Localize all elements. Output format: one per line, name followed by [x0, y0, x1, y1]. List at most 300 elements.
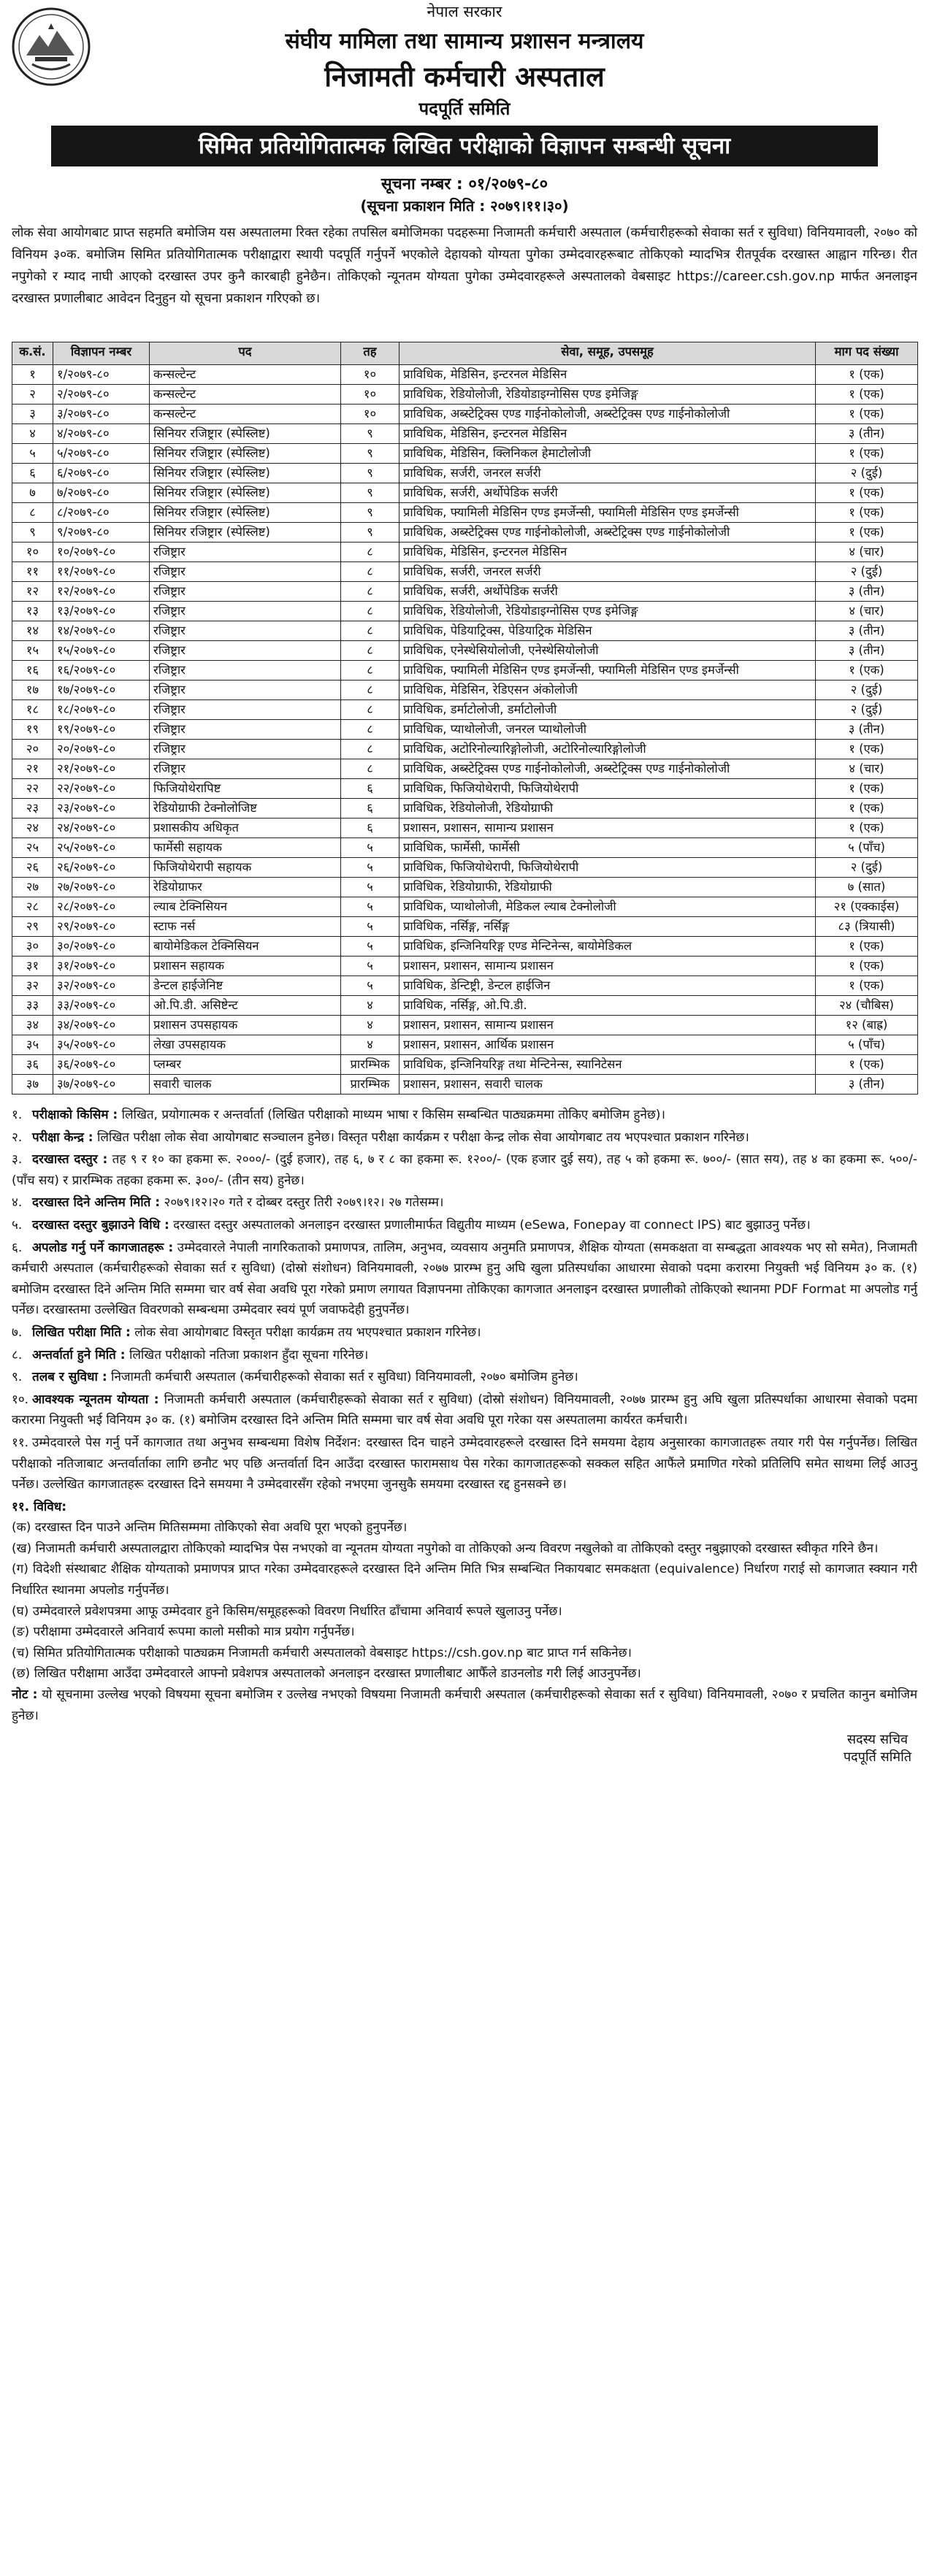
term-label: दरखास्त दिने अन्तिम मिति : — [32, 1195, 161, 1211]
table-cell: ३६/२०७९-८० — [53, 1055, 150, 1075]
table-cell: ८ — [341, 661, 399, 681]
table-cell: २५/२०७९-८० — [53, 838, 150, 858]
table-cell: ८ — [341, 700, 399, 720]
table-cell: प्राविधिक, मेडिसिन, रेडिएसन अंकोलोजी — [399, 681, 816, 700]
table-cell: १३/२०७९-८० — [53, 602, 150, 621]
table-header-row — [12, 342, 918, 365]
table-row — [12, 1035, 918, 1055]
table-row — [12, 562, 918, 582]
table-cell: प्रारम्भिक — [341, 1055, 399, 1075]
table-cell: प्राविधिक, इन्जिनियरिङ्ग एण्ड मेन्टिनेन्स, बायोमेडिकल — [399, 937, 816, 957]
table-cell: १ (एक) — [816, 405, 918, 424]
table-cell: २९ — [12, 917, 53, 937]
table-cell: ८ — [341, 720, 399, 740]
table-cell: प्राविधिक, मेडिसिन, इन्टरनल मेडिसिन — [399, 365, 816, 385]
term-text: निजामती कर्मचारी अस्पताल (कर्मचारीहरूको सेवाका सर्त र सुविधा) (दोस्रो संशोधन) विनियमावली, २०७७ प्रारम्भ हुनु अघि खुला प्रतिस्पर्धाका आधारमा सेवाको पदमा करारमा नियुक्ती भई विनियम ३० क. (१) बमोजिम दरखास्त दिने अन्तिम मिति सम्ममा चार वर्ष सेवा अवधि पूरा गरेका यस अस्पतालमा कार्यरत कर्मचारी। — [12, 1392, 917, 1428]
table-cell: १ (एक) — [816, 523, 918, 543]
table-row — [12, 838, 918, 858]
table-cell: ३ (तीन) — [816, 1075, 918, 1095]
table-row — [12, 720, 918, 740]
misc-item: (ङ) परीक्षामा उम्मेदवारले अनिवार्य रूपमा कालो मसीको मात्र प्रयोग गर्नुपर्नेछ। — [12, 1625, 355, 1640]
table-row — [12, 424, 918, 444]
term-item — [12, 1127, 917, 1149]
table-cell: २४ — [12, 819, 53, 838]
table-cell: १८/२०७९-८० — [53, 700, 150, 720]
table-cell: प्राविधिक, पेडियाट्रिक्स, पेडियाट्रिक मेडिसिन — [399, 621, 816, 641]
table-cell: ३२ — [12, 976, 53, 996]
table-cell: प्राविधिक, मेडिसिन, क्लिनिकल हेमाटोलोजी — [399, 444, 816, 464]
table-cell: प्राविधिक, रेडियोलोजी, रेडियोडाइग्नोसिस एण्ड इमेजिङ्ग — [399, 602, 816, 621]
term-item — [12, 1322, 917, 1343]
signature-org: पदपूर्ति समिति — [843, 1749, 911, 1765]
table-cell: ५/२०७९-८० — [53, 444, 150, 464]
table-cell: सवारी चालक — [150, 1075, 341, 1095]
table-cell: ४ (चार) — [816, 543, 918, 562]
table-cell: १ (एक) — [816, 819, 918, 838]
column-header: माग पद संख्या — [816, 342, 918, 365]
table-row — [12, 700, 918, 720]
table-row — [12, 483, 918, 503]
table-cell: ९ — [341, 523, 399, 543]
table-cell: ९ — [341, 424, 399, 444]
table-cell: ३/२०७९-८० — [53, 405, 150, 424]
table-row — [12, 602, 918, 621]
term-label: परीक्षा केन्द्र : — [32, 1130, 93, 1145]
table-cell: ३४ — [12, 1016, 53, 1035]
table-cell: ८ — [341, 641, 399, 661]
table-cell: प्लम्बर — [150, 1055, 341, 1075]
notice-banner: सिमित प्रतियोगितात्मक लिखित परीक्षाको विज्ञापन सम्बन्धी सूचना — [51, 126, 878, 166]
table-cell: १ (एक) — [816, 483, 918, 503]
table-cell: रजिष्ट्रार — [150, 562, 341, 582]
table-cell: रजिष्ट्रार — [150, 661, 341, 681]
table-row — [12, 444, 918, 464]
table-cell: सिनियर रजिष्ट्रार (स्पेस्लिष्ट) — [150, 424, 341, 444]
table-cell: १ (एक) — [816, 976, 918, 996]
table-row — [12, 937, 918, 957]
table-cell: प्राविधिक, मेडिसिन, इन्टरनल मेडिसिन — [399, 543, 816, 562]
table-cell: १ — [12, 365, 53, 385]
table-cell: प्राविधिक, अब्स्टेट्रिक्स एण्ड गाईनोकोलोजी, अब्स्टेट्रिक्स एण्ड गाईनोकोलोजी — [399, 759, 816, 779]
table-cell: २० — [12, 740, 53, 759]
table-cell: १६/२०७९-८० — [53, 661, 150, 681]
terms-section — [12, 1105, 917, 1726]
table-cell: प्राविधिक, प्याथोलोजी, जनरल प्याथोलोजी — [399, 720, 816, 740]
table-cell: ५ (पाँच) — [816, 838, 918, 858]
table-row — [12, 503, 918, 523]
table-row — [12, 957, 918, 976]
table-cell: ३२/२०७९-८० — [53, 976, 150, 996]
term-number: ७. — [12, 1325, 23, 1340]
table-cell: १ (एक) — [816, 385, 918, 405]
table-cell: प्राविधिक, फिजियोथेरापी, फिजियोथेरापी — [399, 858, 816, 878]
gov-label: नेपाल सरकार — [427, 3, 502, 20]
table-cell: १ (एक) — [816, 779, 918, 799]
table-cell: २ (दुई) — [816, 681, 918, 700]
table-cell: १ (एक) — [816, 1055, 918, 1075]
table-cell: ८ — [341, 621, 399, 641]
table-cell: रेडियोग्राफी टेक्नोलोजिष्ट — [150, 799, 341, 819]
table-cell: ९ — [341, 444, 399, 464]
table-cell: ८ — [341, 740, 399, 759]
table-cell: ९ — [341, 503, 399, 523]
table-cell: १० — [341, 385, 399, 405]
table-cell: २ (दुई) — [816, 700, 918, 720]
table-row — [12, 858, 918, 878]
table-cell: स्टाफ नर्स — [150, 917, 341, 937]
table-row — [12, 1016, 918, 1035]
table-cell: प्राविधिक, डेन्टिष्ट्री, डेन्टल हाईजिन — [399, 976, 816, 996]
table-cell: ९ — [341, 483, 399, 503]
table-row — [12, 759, 918, 779]
term-number: १०. — [12, 1392, 29, 1407]
term-label: दरखास्त दस्तुर बुझाउने विधि : — [32, 1217, 169, 1233]
table-cell: २८ — [12, 897, 53, 917]
table-cell: १ (एक) — [816, 740, 918, 759]
term-number: ११. — [12, 1435, 29, 1450]
table-cell: ८/२०७९-८० — [53, 503, 150, 523]
table-cell: १२ (बाह्र) — [816, 1016, 918, 1035]
table-cell: प्राविधिक, अब्स्टेट्रिक्स एण्ड गाईनोकोलोजी, अब्स्टेट्रिक्स एण्ड गाईनोकोलोजी — [399, 523, 816, 543]
term-label: परीक्षाको किसिम : — [32, 1108, 118, 1122]
vacancy-table — [12, 342, 918, 1095]
table-cell: ५ — [341, 838, 399, 858]
term-item — [12, 1345, 917, 1366]
table-cell: कन्सल्टेन्ट — [150, 385, 341, 405]
table-cell: २ (दुई) — [816, 562, 918, 582]
table-cell: ३ (तीन) — [816, 720, 918, 740]
table-cell: २ — [12, 385, 53, 405]
term-number: ३. — [12, 1152, 23, 1168]
table-cell: ९/२०७९-८० — [53, 523, 150, 543]
table-cell: ३ (तीन) — [816, 582, 918, 602]
table-cell: १०/२०७९-८० — [53, 543, 150, 562]
table-cell: ५ — [341, 858, 399, 878]
table-cell: प्राविधिक, एनेस्थेसियोलोजी, एनेस्थेसियोलोजी — [399, 641, 816, 661]
term-label: तलब र सुविधा : — [32, 1370, 107, 1385]
table-cell: ९ — [341, 464, 399, 483]
table-cell: प्रशासन, प्रशासन, सामान्य प्रशासन — [399, 957, 816, 976]
table-row — [12, 878, 918, 897]
table-cell: रजिष्ट्रार — [150, 621, 341, 641]
table-cell: १२ — [12, 582, 53, 602]
table-row — [12, 365, 918, 385]
table-cell: सिनियर रजिष्ट्रार (स्पेस्लिष्ट) — [150, 483, 341, 503]
term-item — [12, 1149, 917, 1191]
hospital-title: निजामती कर्मचारी अस्पताल — [324, 60, 605, 93]
signature-block — [844, 1730, 911, 1766]
table-cell: ३१ — [12, 957, 53, 976]
table-cell: लेखा उपसहायक — [150, 1035, 341, 1055]
table-cell: १० — [341, 365, 399, 385]
table-cell: २३/२०७९-८० — [53, 799, 150, 819]
table-row — [12, 779, 918, 799]
table-cell: बायोमेडिकल टेक्निसियन — [150, 937, 341, 957]
column-header: क.सं. — [12, 342, 53, 365]
table-cell: प्रशासन, प्रशासन, सवारी चालक — [399, 1075, 816, 1095]
table-cell: प्रशासन सहायक — [150, 957, 341, 976]
table-cell: ६ — [341, 779, 399, 799]
term-number: १. — [12, 1108, 23, 1122]
table-cell: ५ — [341, 897, 399, 917]
table-cell: प्राविधिक, डर्माटोलोजी, डर्माटोलोजी — [399, 700, 816, 720]
term-text: लिखित, प्रयोगात्मक र अन्तर्वार्ता (लिखित परीक्षाको माध्यम भाषा र किसिम सम्बन्धित पाठ्यक्रममा तोकिए बमोजिम हुनेछ)। — [118, 1108, 665, 1122]
table-cell: प्रशासन, प्रशासन, आर्थिक प्रशासन — [399, 1035, 816, 1055]
table-row — [12, 641, 918, 661]
table-cell: रजिष्ट्रार — [150, 700, 341, 720]
table-cell: २७/२०७९-८० — [53, 878, 150, 897]
term-text: उम्मेदवारले पेस गर्नु पर्ने कागजात तथा अनुभव सम्बन्धमा विशेष निर्देशन: दरखास्त दिन चाहने उम्मेदवारहरूले दरखास्त दिने समयमा देहाय अनुसारका कागजातहरू तयार गरी पेस गर्नुपर्नेछ। लिखित परीक्षाको नतिजाबाट अन्तर्वार्ताका लागि छनौट भए पछि अन्तर्वार्ता दिन आउँदा दरखास्त फारामसाथ पेस गरेका कागजातहरूको सक्कल सहित आफैंले प्रमाणित गरेको प्रतिलिपि समेत साथमा लिई आउनु पर्नेछ। उल्लेखित कागजातहरू दरखास्त दिने समयमा नै उम्मेदवारसँग रहेको नभएमा जुनसुकै समयमा दरखास्त रद्द हुनसक्ने छ। — [12, 1435, 917, 1492]
table-cell: १ (एक) — [816, 937, 918, 957]
table-cell: १७ — [12, 681, 53, 700]
table-cell: २ (दुई) — [816, 858, 918, 878]
signature-title: सदस्य सचिव — [846, 1732, 908, 1747]
table-cell: ३०/२०७९-८० — [53, 937, 150, 957]
misc-item: (ख) निजामती कर्मचारी अस्पतालद्वारा तोकिएको म्यादभित्र पेस नभएको वा न्यूनतम योग्यता नपुगेको वा तोकिएको अन्य विवरण नखुलेको वा तोकिएको दस्तुर नबुझाएको दरखास्त स्वीकृत गरिने छैन। — [12, 1541, 879, 1556]
table-cell: २ (दुई) — [816, 464, 918, 483]
table-cell: रजिष्ट्रार — [150, 740, 341, 759]
table-cell: ६ — [341, 819, 399, 838]
table-row — [12, 582, 918, 602]
table-cell: प्राविधिक, नर्सिङ्ग, नर्सिङ्ग — [399, 917, 816, 937]
table-cell: प्राविधिक, सर्जरी, जनरल सर्जरी — [399, 464, 816, 483]
term-number: ४. — [12, 1195, 23, 1211]
table-cell: ५ — [341, 917, 399, 937]
term-number: ९. — [12, 1370, 23, 1385]
table-cell: १ (एक) — [816, 661, 918, 681]
table-cell: ३ — [12, 405, 53, 424]
table-cell: सिनियर रजिष्ट्रार (स्पेस्लिष्ट) — [150, 464, 341, 483]
column-header: सेवा, समूह, उपसमूह — [399, 342, 816, 365]
misc-item: (क) दरखास्त दिन पाउने अन्तिम मितिसम्ममा तोकिएको सेवा अवधि पूरा भएको हुनुपर्नेछ। — [12, 1520, 408, 1536]
table-row — [12, 464, 918, 483]
table-cell: १ (एक) — [816, 503, 918, 523]
table-cell: प्रशासन उपसहायक — [150, 1016, 341, 1035]
intro-paragraph: लोक सेवा आयोगबाट प्राप्त सहमति बमोजिम यस अस्पतालमा रिक्त रहेका तपसिल बमोजिमका पदहरूमा निजामती कर्मचारी अस्पताल (कर्मचारीहरूको सेवाका सर्त र सुविधा) विनियमावली, २०७० को विनियम ३०क. बमोजिम सिमित प्रतियोगितात्मक परीक्षाद्वारा स्थायी पदपूर्ति गर्नुपर्ने भएकोले देहायको योग्यता पुगेका उम्मेदवारहरूबाट तोकिएको म्यादभित्र रीतपूर्वक दरखास्त आह्वान गरिन्छ। रीत नपुगेको र म्याद नाघी आएको दरखास्त उपर कुनै कारबाही हुनेछैन। तोकिएको न्यूनतम योग्यता पुगेका उम्मेदवारहरूले अस्पतालको वेबसाइट https://career.csh.gov.np मार्फत अनलाइन दरखास्त प्रणालीबाट आवेदन दिनुहुन यो सूचना प्रकाशन गरिएको छ। — [12, 226, 917, 306]
term-label: अपलोड गर्नु पर्ने कागजातहरू : — [32, 1240, 174, 1255]
table-cell: २६/२०७९-८० — [53, 858, 150, 878]
table-cell: ८ — [12, 503, 53, 523]
table-cell: रजिष्ट्रार — [150, 641, 341, 661]
table-cell: ८ — [341, 681, 399, 700]
table-cell: १ (एक) — [816, 957, 918, 976]
table-cell: रजिष्ट्रार — [150, 681, 341, 700]
table-cell: ३ (तीन) — [816, 621, 918, 641]
table-cell: प्रशासन, प्रशासन, सामान्य प्रशासन — [399, 819, 816, 838]
table-cell: ११ — [12, 562, 53, 582]
table-cell: प्राविधिक, सर्जरी, जनरल सर्जरी — [399, 562, 816, 582]
table-cell: प्राविधिक, नर्सिङ्ग, ओ.पि.डी. — [399, 996, 816, 1016]
table-cell: २८/२०७९-८० — [53, 897, 150, 917]
misc-title: ११. विविध: — [12, 1499, 67, 1514]
table-cell: २५ — [12, 838, 53, 858]
table-row — [12, 799, 918, 819]
table-cell: ५ — [341, 957, 399, 976]
table-cell: ४ — [12, 424, 53, 444]
table-cell: प्राविधिक, अब्स्टेट्रिक्स एण्ड गाईनोकोलोजी, अब्स्टेट्रिक्स एण्ड गाईनोकोलोजी — [399, 405, 816, 424]
table-cell: १९ — [12, 720, 53, 740]
table-cell: प्राविधिक, फ्यामिली मेडिसिन एण्ड इमर्जेन्सी, फ्यामिली मेडिसिन एण्ड इमर्जेन्सी — [399, 503, 816, 523]
term-text: २०७९।१२।२० गते र दोब्बर दस्तुर तिरी २०७९।१२। २७ गतेसम्म। — [160, 1195, 444, 1211]
table-row — [12, 1055, 918, 1075]
term-label: अन्तर्वार्ता हुने मिति : — [32, 1347, 126, 1362]
table-row — [12, 740, 918, 759]
term-text: लोक सेवा आयोगबाट विस्तृत परीक्षा कार्यक्रम तय भएपश्चात प्रकाशन गरिनेछ। — [130, 1325, 481, 1340]
table-cell: फार्मेसी सहायक — [150, 838, 341, 858]
table-cell: ६ — [341, 799, 399, 819]
table-cell: कन्सल्टेन्ट — [150, 405, 341, 424]
table-cell: २२/२०७९-८० — [53, 779, 150, 799]
term-label: आवश्यक न्यूनतम योग्यता : — [32, 1392, 159, 1407]
table-cell: सिनियर रजिष्ट्रार (स्पेस्लिष्ट) — [150, 503, 341, 523]
table-row — [12, 996, 918, 1016]
table-cell: ७ (सात) — [816, 878, 918, 897]
table-cell: ५ — [341, 937, 399, 957]
table-cell: २४ (चौबिस) — [816, 996, 918, 1016]
table-row — [12, 976, 918, 996]
table-cell: प्राविधिक, रेडियोलोजी, रेडियोग्राफी — [399, 799, 816, 819]
table-cell: प्रशासन, प्रशासन, सामान्य प्रशासन — [399, 1016, 816, 1035]
column-header: विज्ञापन नम्बर — [53, 342, 150, 365]
table-cell: १ (एक) — [816, 365, 918, 385]
table-cell: प्राविधिक, प्याथोलोजी, मेडिकल ल्याब टेक्नोलोजी — [399, 897, 816, 917]
table-cell: २७ — [12, 878, 53, 897]
table-cell: २१ — [12, 759, 53, 779]
misc-item: (छ) लिखित परीक्षामा आउँदा उम्मेदवारले आफ्नो प्रवेशपत्र अस्पतालको अनलाइन दरखास्त प्रणालीबाट आफैँले डाउनलोड गरी लिई आउनुपर्नेछ। — [12, 1666, 641, 1682]
table-cell: प्राविधिक, इन्जिनियरिङ्ग तथा मेन्टिनेन्स, स्यानिटेसन — [399, 1055, 816, 1075]
table-cell: २६ — [12, 858, 53, 878]
note-label: नोट : — [12, 1687, 38, 1703]
table-cell: २०/२०७९-८० — [53, 740, 150, 759]
table-row — [12, 661, 918, 681]
ministry-title: संघीय मामिला तथा सामान्य प्रशासन मन्त्रालय — [285, 28, 644, 54]
table-cell: सिनियर रजिष्ट्रार (स्पेस्लिष्ट) — [150, 523, 341, 543]
table-row — [12, 523, 918, 543]
term-label: लिखित परीक्षा मिति : — [32, 1325, 131, 1340]
table-cell: ७/२०७९-८० — [53, 483, 150, 503]
table-row — [12, 621, 918, 641]
table-cell: १७/२०७९-८० — [53, 681, 150, 700]
table-cell: रेडियोग्राफर — [150, 878, 341, 897]
table-cell: ओ.पि.डी. असिष्टेन्ट — [150, 996, 341, 1016]
table-cell: सिनियर रजिष्ट्रार (स्पेस्लिष्ट) — [150, 444, 341, 464]
table-body — [12, 365, 918, 1095]
term-item — [12, 1192, 917, 1214]
table-cell: फिजियोथेरापी सहायक — [150, 858, 341, 878]
table-cell: प्राविधिक, मेडिसिन, इन्टरनल मेडिसिन — [399, 424, 816, 444]
table-cell: फिजियोथेरापिष्ट — [150, 779, 341, 799]
table-cell: ३६ — [12, 1055, 53, 1075]
table-cell: १९/२०७९-८० — [53, 720, 150, 740]
table-cell: ६ — [12, 464, 53, 483]
table-cell: ४ (चार) — [816, 602, 918, 621]
term-number: ८. — [12, 1347, 23, 1362]
term-number: ५. — [12, 1217, 23, 1233]
table-cell: ४ — [341, 1016, 399, 1035]
table-cell: ११/२०७९-८० — [53, 562, 150, 582]
table-cell: ८ — [341, 759, 399, 779]
table-cell: रजिष्ट्रार — [150, 543, 341, 562]
table-cell: ३३/२०७९-८० — [53, 996, 150, 1016]
table-cell: ३४/२०७९-८० — [53, 1016, 150, 1035]
term-text: निजामती कर्मचारी अस्पताल (कर्मचारीहरूको सेवाका सर्त र सुविधा) विनियमावली, २०७० बमोजिम हुनेछ। — [107, 1370, 578, 1385]
table-row — [12, 897, 918, 917]
table-cell: ३५ — [12, 1035, 53, 1055]
table-cell: २३ — [12, 799, 53, 819]
table-row — [12, 385, 918, 405]
table-cell: ३ (तीन) — [816, 641, 918, 661]
term-text: लिखित परीक्षा लोक सेवा आयोगबाट सञ्चालन हुनेछ। विस्तृत परीक्षा कार्यक्रम र परीक्षा केन्द्र लोक सेवा आयोगबाट तय भएपश्चात प्रकाशन गरिनेछ। — [93, 1130, 749, 1145]
table-cell: २९/२०७९-८० — [53, 917, 150, 937]
table-cell: प्राविधिक, फिजियोथेरापी, फिजियोथेरापी — [399, 779, 816, 799]
table-row — [12, 1075, 918, 1095]
column-header: पद — [150, 342, 341, 365]
table-cell: १५/२०७९-८० — [53, 641, 150, 661]
table-cell: ९ — [12, 523, 53, 543]
table-cell: प्राविधिक, फार्मेसी, फार्मेसी — [399, 838, 816, 858]
term-number: ६. — [12, 1240, 23, 1255]
table-row — [12, 819, 918, 838]
term-item — [12, 1238, 917, 1321]
table-cell: रजिष्ट्रार — [150, 759, 341, 779]
table-cell: प्राविधिक, रेडियोग्राफी, रेडियोग्राफी — [399, 878, 816, 897]
term-item — [12, 1367, 917, 1388]
table-cell: ३७ — [12, 1075, 53, 1095]
column-header: तह — [341, 342, 399, 365]
table-cell: प्रशासकीय अधिकृत — [150, 819, 341, 838]
note-text: यो सूचनामा उल्लेख भएको विषयमा सूचना बमोजिम र उल्लेख नभएको विषयमा निजामती कर्मचारी अस्पताल (कर्मचारीहरूको सेवाका सर्त र सुविधा) विनियमावली, २०७० र प्रचलित कानुन बमोजिम हुनेछ। — [12, 1687, 918, 1723]
table-cell: २४/२०७९-८० — [53, 819, 150, 838]
table-cell: ३० — [12, 937, 53, 957]
table-cell: प्राविधिक, सर्जरी, अर्थोपेडिक सर्जरी — [399, 483, 816, 503]
table-cell: ८ — [341, 582, 399, 602]
table-cell: ५ (पाँच) — [816, 1035, 918, 1055]
table-cell: १४/२०७९-८० — [53, 621, 150, 641]
table-cell: ६/२०७९-८० — [53, 464, 150, 483]
table-cell: १/२०७९-८० — [53, 365, 150, 385]
term-text: लिखित परीक्षाको नतिजा प्रकाशन हुँदा सूचना गरिनेछ। — [125, 1347, 369, 1362]
table-row — [12, 543, 918, 562]
table-cell: ३ (तीन) — [816, 424, 918, 444]
table-cell: १२/२०७९-८० — [53, 582, 150, 602]
table-cell: प्राविधिक, अटोरिनोल्यारिङ्गोलोजी, अटोरिनोल्यारिङ्गोलोजी — [399, 740, 816, 759]
table-cell: २२ — [12, 779, 53, 799]
term-text: उम्मेदवारले नेपाली नागरिकताको प्रमाणपत्र, तालिम, अनुभव, व्यवसाय अनुमति प्रमाणपत्र, शैक्षिक योग्यता (समकक्षता वा सम्बद्धता आवश्यक भए सो समेत), निजामती कर्मचारी अस्पताल (कर्मचारीहरूको सेवाका सर्त र सुविधा) (दोस्रो संशोधन) विनियमावली, २०७७ प्रारम्भ हुनु अघि खुला प्रतिस्पर्धाका आधारमा सेवाको पदमा करारमा नियुक्ती भई विनियम ३० क. (१) बमोजिम दरखास्त दिने अन्तिम मिति सम्ममा चार वर्ष सेवा अवधि पूरा गरेको प्रमाण लगायत विज्ञापनमा तोकिएका कागजात अनलाइन दरखास्त प्रणालीको तोकिएको स्थानमा PDF Format मा अपलोड गर्नु पर्नेछ। दरखास्तमा उल्लेखित विवरणको सम्बन्धमा उम्मेदवार स्वयं पूर्ण जवाफदेही हुनुपर्नेछ। — [12, 1240, 917, 1318]
table-cell: ४/२०७९-८० — [53, 424, 150, 444]
table-cell: ८ — [341, 562, 399, 582]
table-cell: १ (एक) — [816, 799, 918, 819]
table-row — [12, 681, 918, 700]
term-text: तह ९ र १० का हकमा रू. २०००/- (दुई हजार), तह ६, ७ र ८ का हकमा रू. १२००/- (एक हजार दुई सय), तह ५ को हकमा रू. ७००/- (सात सय), तह ४ का हकमा रू. ५००/- (पाँच सय) र प्रारम्भिक तहका हकमा रू. ३००/- (तीन सय) हुनेछ। — [12, 1152, 917, 1188]
table-cell: डेन्टल हाईजेनिष्ट — [150, 976, 341, 996]
table-cell: ३७/२०७९-८० — [53, 1075, 150, 1095]
table-cell: १४ — [12, 621, 53, 641]
table-cell: ५ — [341, 878, 399, 897]
table-cell: १५ — [12, 641, 53, 661]
table-cell: ३१/२०७९-८० — [53, 957, 150, 976]
publication-date: (सूचना प्रकाशन मिति : २०७९।११।३०) — [360, 197, 569, 215]
term-number: २. — [12, 1130, 23, 1145]
term-item — [12, 1433, 917, 1495]
note — [12, 1684, 917, 1726]
table-cell: ५ — [12, 444, 53, 464]
table-cell: ८ — [341, 543, 399, 562]
misc-item: (ग) विदेशी संस्थाबाट शैक्षिक योग्यताको प्रमाणपत्र प्राप्त गरेका उम्मेदवारहरूले दरखास्त दिने अन्तिम मिति भित्र सम्बन्धित निकायबाट समकक्षता (equivalence) निर्धारण गराई सो कागजात स्क्यान गरी निर्धारित स्थानमा अपलोड गर्नुपर्नेछ। — [12, 1562, 917, 1598]
table-cell: कन्सल्टेन्ट — [150, 365, 341, 385]
table-cell: ८३ (त्रियासी) — [816, 917, 918, 937]
table-cell: १० — [341, 405, 399, 424]
table-cell: २१/२०७९-८० — [53, 759, 150, 779]
